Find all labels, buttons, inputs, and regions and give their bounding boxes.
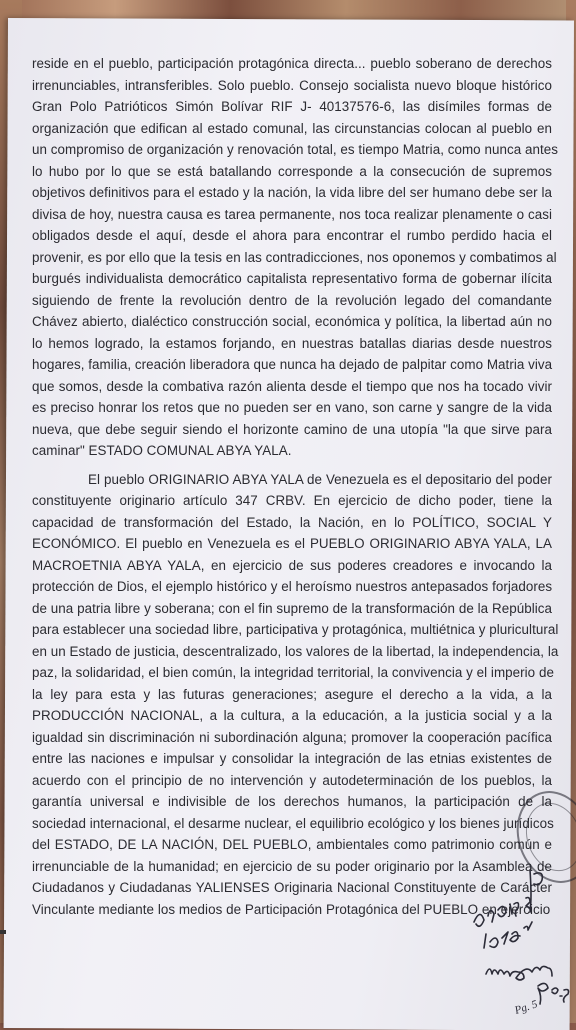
text-line: acuerdo con el principio de no intervención y autodeterminación de los pueblos, la (32, 772, 552, 788)
paragraph-1 (32, 53, 558, 462)
text-line: entre las naciones e impulsar y consolidar la integración de las etnias existentes de (32, 751, 552, 766)
handwritten-signature-and-notes (468, 850, 576, 1020)
document-body (32, 53, 559, 920)
text-line: siguiendo de frente la revolución dentro de la revolución legado del comandante (32, 292, 552, 308)
text-line: la ley para esta y las futuras generaciones; asegure el derecho a la vida, a la (32, 686, 552, 702)
text-line: capacidad de transformación del Estado, la Nación, en lo POLÍTICO, SOCIAL Y (32, 514, 552, 530)
text-line: ECONÓMICO. El pueblo en Venezuela es el PUEBLO ORIGINARIO ABYA YALA, LA (32, 536, 552, 551)
page-number-note: Pg. 5 (513, 998, 540, 1017)
text-line: irrenunciable de la humanidad; en ejercicio de su poder originario por la Asamblea de (32, 858, 552, 874)
text-line: reside en el pueblo, participación protagónica directa... pueblo soberano de derechos (32, 56, 552, 71)
text-line: caminar" ESTADO COMUNAL ABYA YALA. (32, 443, 292, 458)
text-line: hogares, familia, creación liberadora que nunca ha dejado de palpitar como Matria viva (32, 357, 553, 372)
text-line: en un Estado de justicia, descentralizado, los valores de la libertad, la independencia, la (32, 643, 559, 659)
text-line: El pueblo ORIGINARIO ABYA YALA de Venezuela es el depositario del poder (88, 471, 552, 487)
text-line: garantía universal e indivisible de los derechos humanos, la participación de la (32, 794, 552, 809)
text-line: paz, la solidaridad, el bien común, la integridad territorial, la convivencia y el imperio de (32, 665, 554, 680)
text-line: que somos, desde la combativa razón alienta desde el tiempo que nos ha tocado vivir (32, 378, 552, 394)
text-line: sociedad internacional, el desarme nuclear, el equilibrio ecológico y los bienes jurídicos (32, 815, 554, 831)
text-line: constituyente originario artículo 347 CRBV. En ejercicio de dicho poder, tiene la (32, 493, 552, 508)
text-line: Gran Polo Patrióticos Simón Bolívar RIF J- 40137576-6, las disímiles formas de (32, 99, 552, 114)
text-line: MACROETNIA ABYA YALA, en ejercicio de sus poderes creadores e invocando la (32, 557, 552, 573)
text-line: PRODUCCIÓN NACIONAL, a la cultura, a la educación, a la justicia social y a la (32, 708, 552, 723)
text-line: es preciso honrar los retos que no pueden ser en vano, son carne y sangre de la vida (32, 400, 552, 415)
text-line: Chávez abierto, dialéctico construcción social, económica y política, la libertad aún no (32, 314, 552, 329)
text-line: igualdad sin discriminación ni subordinación alguna; promover la cooperación pacífica (32, 729, 552, 745)
text-line: para establecer una sociedad libre, participativa y protagónica, multiétnica y pluricultural (32, 622, 559, 637)
text-line: burgués individualista democrático capitalista representativo forma de gobernar ilícita (32, 271, 552, 286)
text-line: Vinculante mediante los medios de Participación Protagónica del PUEBLO en ejercicio (32, 901, 551, 917)
text-line: un compromiso de organización y renovación total, es tiempo Matria, como nunca antes (32, 142, 558, 157)
text-line: obligados desde el aquí, desde el ahora para encontrar el rumbo perdido hacia el (32, 228, 552, 243)
text-line: protección de Dios, el ejemplo histórico y el heroísmo nuestros antepasados forjadores (32, 579, 553, 594)
text-line: del ESTADO, DE LA NACIÓN, DEL PUEBLO, ambientales como patrimonio común e (32, 837, 552, 852)
text-line: irrenunciables, intransferibles. Solo pueblo. Consejo socialista nuevo bloque histórico (32, 77, 552, 93)
page-edge-mark (0, 930, 6, 934)
paragraph-gap (32, 462, 552, 469)
text-line: provenir, es por ello que la tesis en las contradicciones, nos oponemos y combatimos al (32, 249, 557, 265)
text-line: Ciudadanos y Ciudadanas YALIENSES Originaria Nacional Constituyente de Carácter (32, 880, 552, 895)
text-line: nueva, que debe seguir siendo el horizonte camino de una utopía "la que sirve para (32, 421, 552, 437)
text-line: lo hubo por lo que se está batallando corresponde a la consecución de supremos (32, 163, 552, 179)
text-line: divisa de hoy, nuestra causa es tarea permanente, nos toca realizar plenamente o casi (32, 206, 552, 222)
text-line: organización que edifican al estado comunal, las circunstancias colocan al pueblo en (32, 120, 552, 136)
text-line: objetivos definitivos para el estado y la nación, la vida libre del ser humano debe ser la (32, 185, 552, 200)
text-line: lo hemos logrado, la estamos forjando, en nuestras batallas diarias desde nuestros (32, 335, 552, 351)
text-line: de una patria libre y soberana; con el fin supremo de la transformación de la República (32, 600, 552, 616)
